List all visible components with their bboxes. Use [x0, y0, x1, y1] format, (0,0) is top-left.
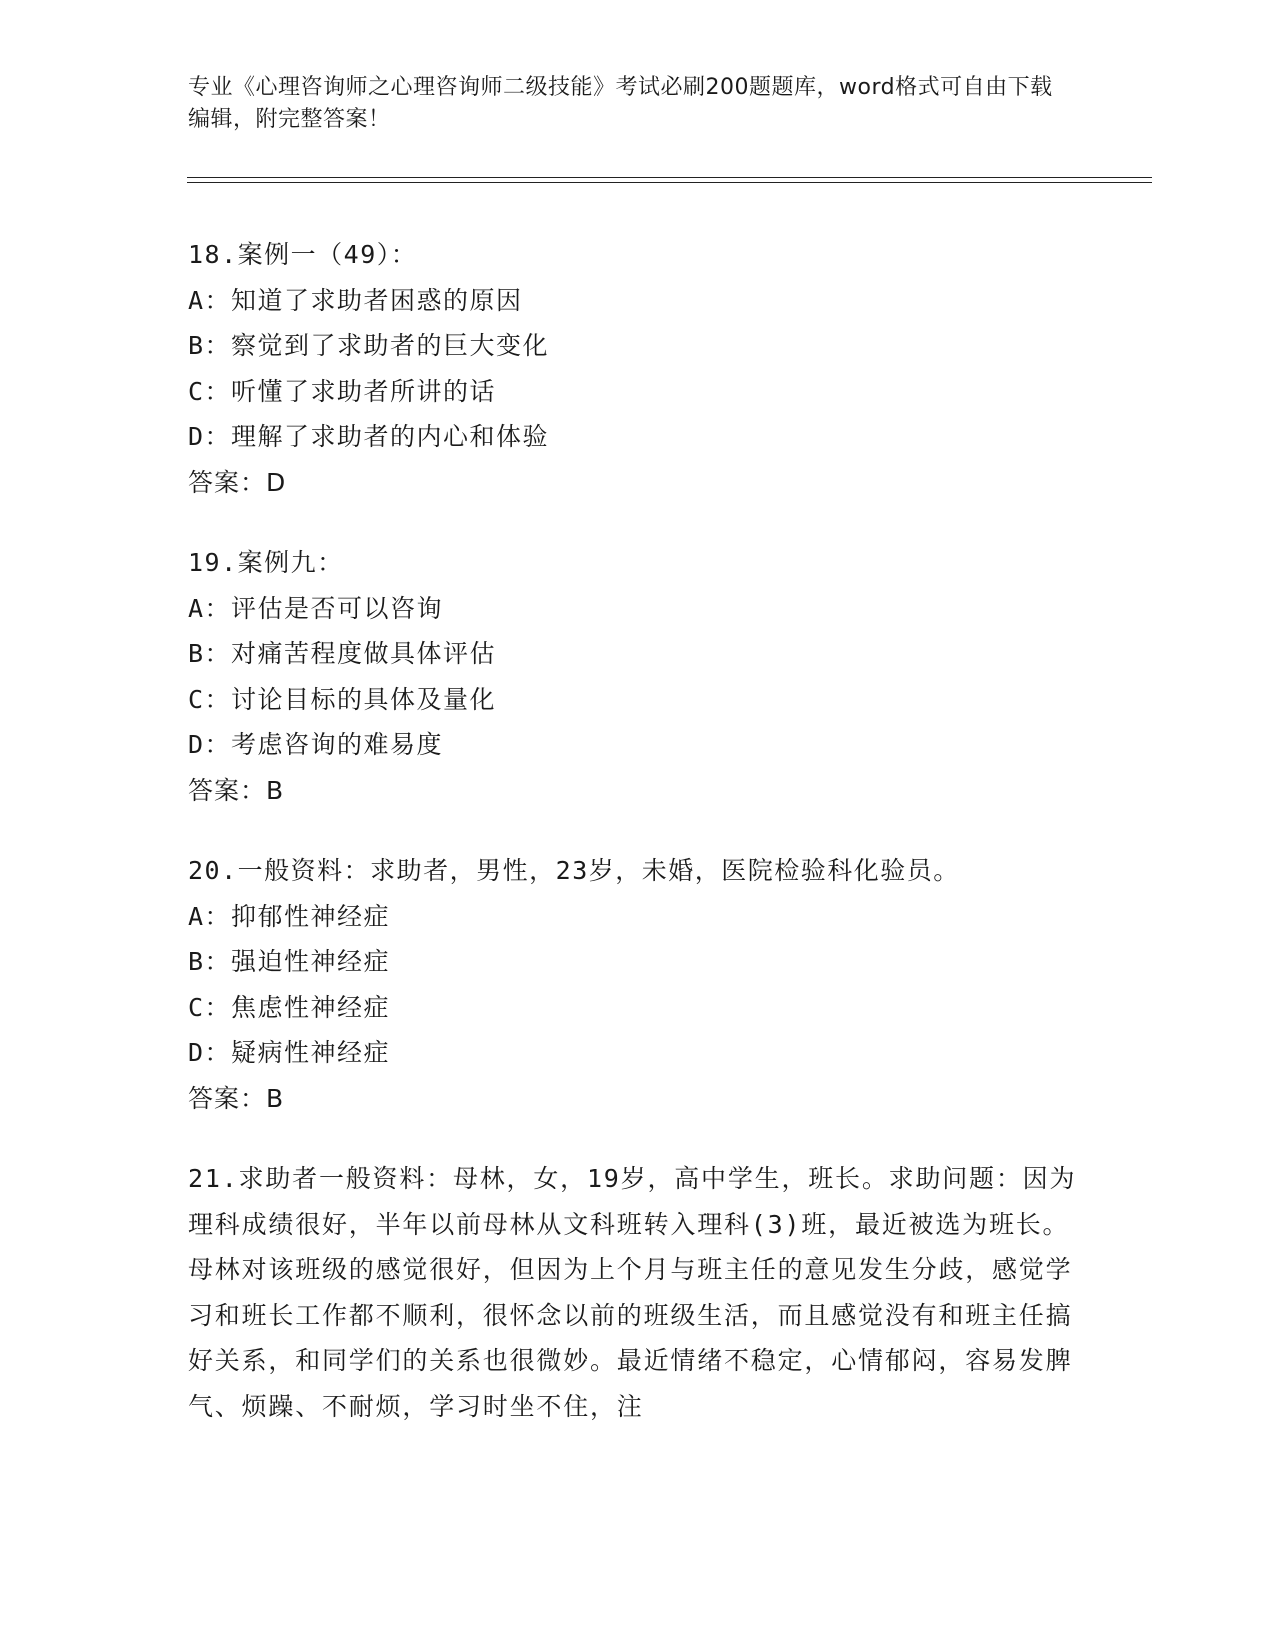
option-c: C：焦虑性神经症	[188, 992, 391, 1022]
question-stem: 20.一般资料：求助者，男性，23岁，未婚，医院检验科化验员。	[188, 856, 960, 885]
header-divider-bottom	[187, 182, 1152, 183]
option-a: A：评估是否可以咨询	[188, 593, 444, 623]
option-b: B：察觉到了求助者的巨大变化	[188, 331, 550, 360]
question-20	[188, 848, 1078, 1121]
header-divider-top	[187, 177, 1152, 178]
question-stem: 18.案例一（49）：	[188, 240, 418, 269]
question-stem: 19.案例九：	[188, 548, 344, 577]
answer-label: 答案：B	[188, 1083, 285, 1113]
question-stem: 21.求助者一般资料：母林，女，19岁，高中学生，班长。求助问题：因为理科成绩很好，半年以前母林从文科班转入理科(3)班，最近被选为班长。母林对该班级的感觉很好，但因为上个月与班主任的意见发生分歧，感觉学习和班长工作都不顺利，很怀念以前的班级生活，而且感觉没有和班主任搞好关系，和同学们的关系也很微妙。最近情绪不稳定，心情郁闷，容易发脾气、烦躁、不耐烦，学习时坐不住，注	[188, 1164, 1077, 1421]
question-18	[188, 232, 1078, 505]
question-list	[188, 232, 1078, 1464]
option-d: D：疑病性神经症	[188, 1038, 391, 1067]
option-c: C：讨论目标的具体及量化	[188, 684, 497, 714]
option-c: C：听懂了求助者所讲的话	[188, 376, 497, 406]
option-a: A：知道了求助者困惑的原因	[188, 285, 523, 315]
question-19	[188, 540, 1078, 813]
document-header	[188, 72, 1068, 136]
option-b: B：强迫性神经症	[188, 947, 391, 976]
option-a: A：抑郁性神经症	[188, 901, 391, 931]
question-21	[188, 1156, 1078, 1429]
option-d: D：理解了求助者的内心和体验	[188, 422, 550, 451]
answer-label: 答案：B	[188, 775, 285, 805]
answer-label: 答案：D	[188, 467, 287, 497]
header-text: 专业《心理咨询师之心理咨询师二级技能》考试必刷200题题库，word格式可自由下载编辑，附完整答案！	[188, 75, 1053, 132]
option-b: B：对痛苦程度做具体评估	[188, 639, 497, 668]
option-d: D：考虑咨询的难易度	[188, 730, 444, 759]
